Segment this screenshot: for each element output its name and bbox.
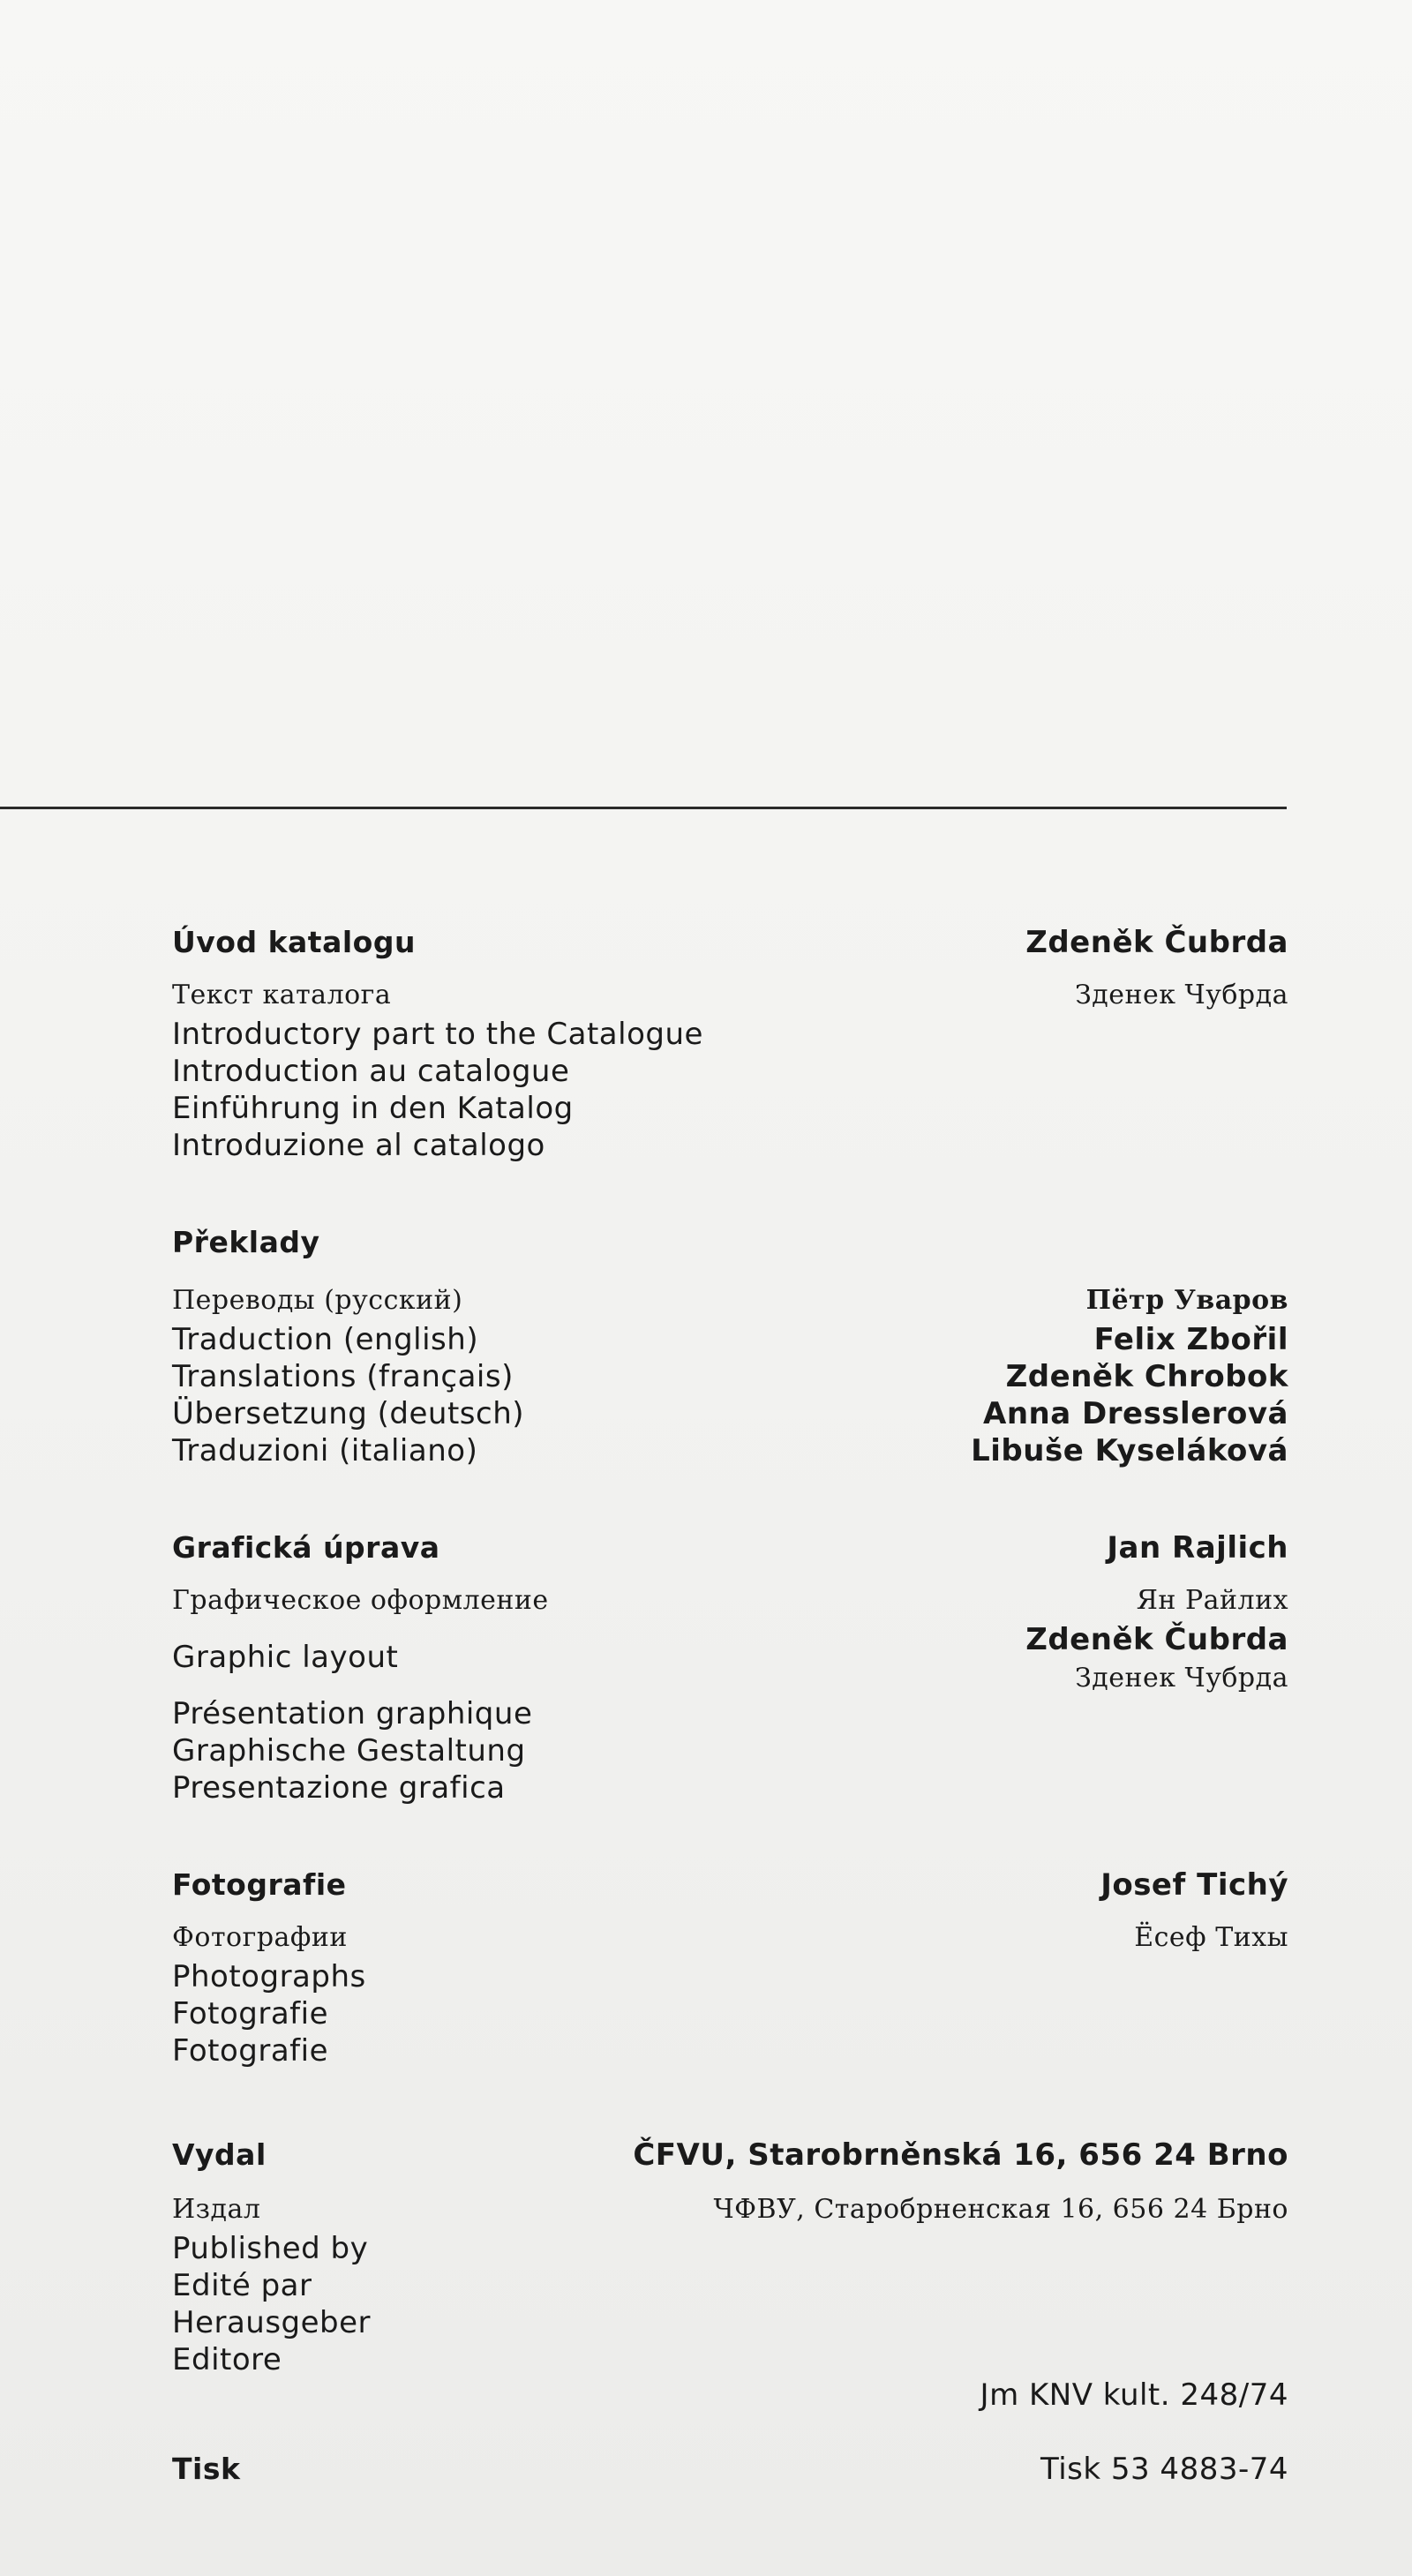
line-german: Graphische Gestaltung	[172, 1733, 526, 1769]
line-german: Einführung in den Katalog	[172, 1091, 574, 1126]
section-heading: Úvod katalogu	[172, 925, 416, 959]
designer-name-cyrillic: Зденек Чубрда	[1075, 1663, 1288, 1694]
designer-name: Jan Rajlich	[1107, 1530, 1288, 1566]
section-heading: Tisk	[172, 2452, 241, 2486]
section-heading: Vydal	[172, 2137, 267, 2172]
section-heading: Překlady	[172, 1225, 320, 1259]
line-french: Translations (français)	[172, 1359, 514, 1394]
section-heading: Grafická úprava	[172, 1530, 440, 1565]
designer-name: Zdeněk Čubrda	[1025, 1622, 1288, 1657]
line-german: Übersetzung (deutsch)	[172, 1396, 525, 1431]
line-italian: Introduzione al catalogo	[172, 1128, 545, 1163]
translator-name: Zdeněk Chrobok	[1005, 1359, 1288, 1394]
translator-name: Пётр Уваров	[1085, 1285, 1288, 1316]
line-italian: Presentazione grafica	[172, 1770, 506, 1806]
license-number: Jm KNV kult. 248/74	[980, 2377, 1288, 2413]
line-english: Introductory part to the Catalogue	[172, 1017, 703, 1052]
photographer-name: Josef Tichý	[1100, 1867, 1288, 1903]
line-english: Photographs	[172, 1959, 366, 1994]
translator-name: Felix Zbořil	[1093, 1322, 1288, 1357]
line-italian: Editore	[172, 2342, 282, 2377]
line-russian: Текст каталога	[172, 980, 392, 1010]
line-english: Traduction (english)	[172, 1322, 479, 1357]
line-russian: Переводы (русский)	[172, 1285, 463, 1316]
designer-name-cyrillic: Ян Райлих	[1136, 1585, 1288, 1616]
line-english: Graphic layout	[172, 1640, 399, 1675]
line-french: Présentation graphique	[172, 1696, 533, 1731]
line-italian: Fotografie	[172, 1996, 329, 2032]
publisher-address: ČFVU, Starobrněnská 16, 656 24 Brno	[633, 2137, 1288, 2173]
author-name: Zdeněk Čubrda	[1025, 925, 1288, 960]
line-german: Fotografie	[172, 2033, 329, 2069]
line-italian: Traduzioni (italiano)	[172, 1433, 478, 1468]
print-number: Tisk 53 4883-74	[1040, 2452, 1288, 2487]
line-english: Published by	[172, 2231, 369, 2266]
line-german: Herausgeber	[172, 2305, 372, 2340]
author-name-cyrillic: Зденек Чубрда	[1075, 980, 1288, 1010]
line-french: Introduction au catalogue	[172, 1054, 570, 1089]
photographer-name-cyrillic: Ёсеф Тихы	[1134, 1922, 1288, 1953]
publisher-address-cyrillic: ЧФВУ, Старобрненская 16, 656 24 Брно	[713, 2194, 1288, 2225]
section-heading: Fotografie	[172, 1867, 347, 1902]
translator-name: Anna Dresslerová	[983, 1396, 1288, 1431]
line-russian: Издал	[172, 2194, 261, 2225]
line-french: Edité par	[172, 2268, 312, 2303]
line-russian: Фотографии	[172, 1922, 348, 1953]
line-russian: Графическое оформление	[172, 1585, 549, 1616]
translator-name: Libuše Kyseláková	[971, 1433, 1288, 1468]
horizontal-rule	[0, 807, 1287, 809]
